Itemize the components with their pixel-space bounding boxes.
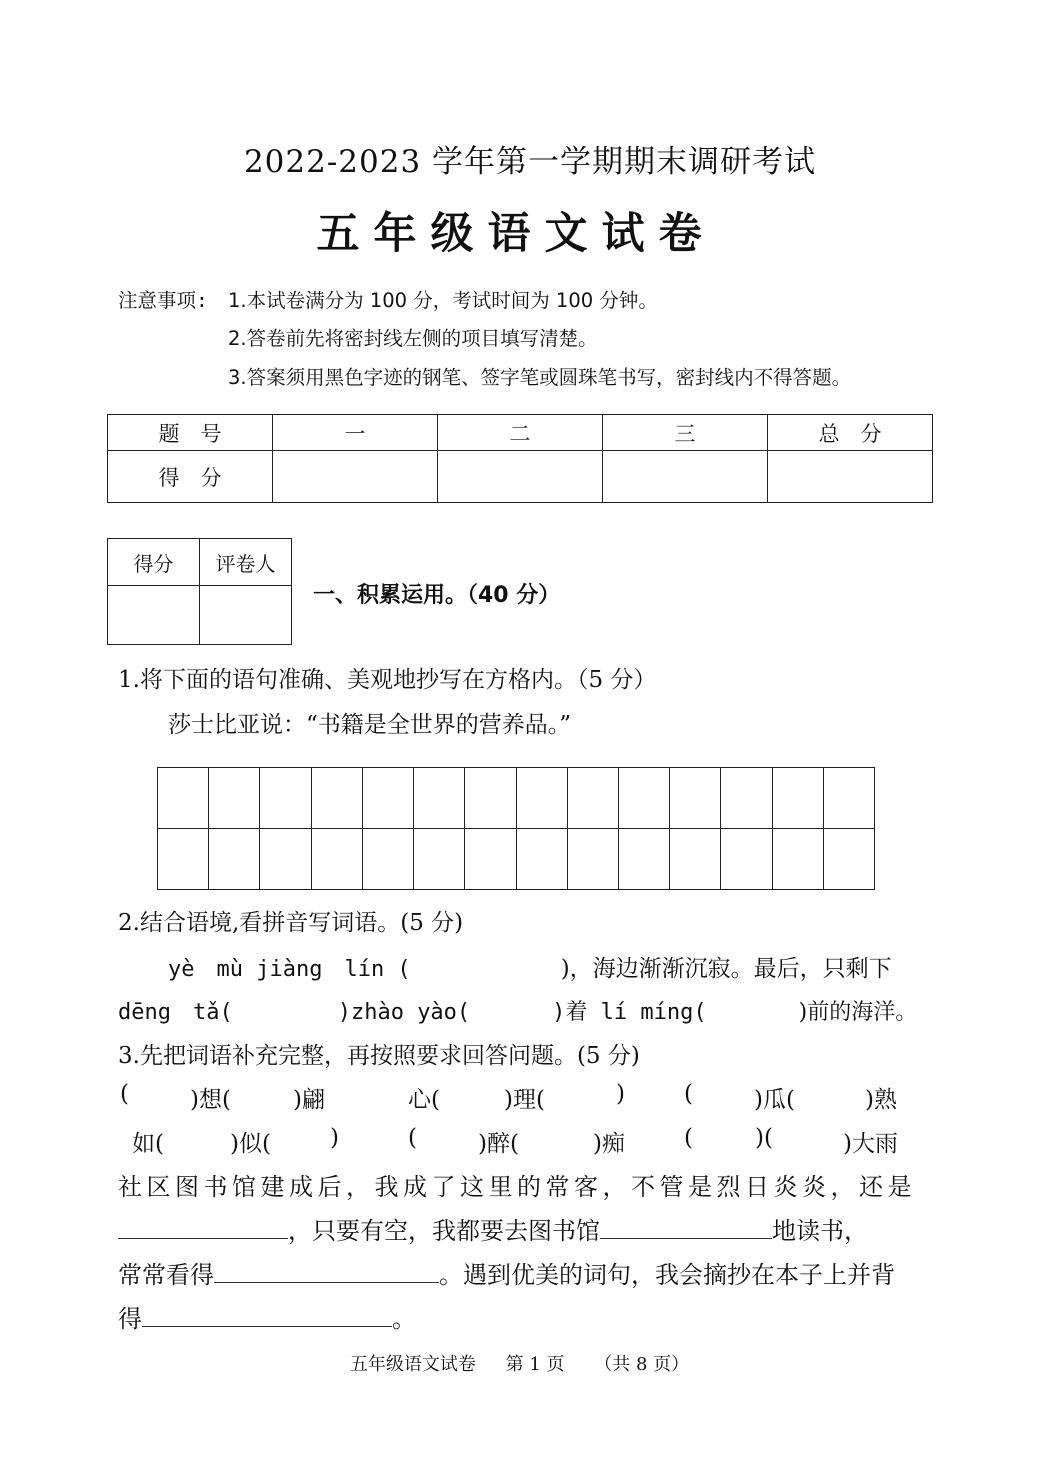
page-footer [0,1350,1039,1376]
grid-cell[interactable] [773,829,824,890]
grid-cell[interactable] [773,768,824,829]
idiom-row1-part: ( [120,1081,129,1107]
pinyin-yemu-jianglin: yè mù jiàng lín ( [168,957,411,982]
grid-cell[interactable] [721,768,772,829]
section-1-title: 一、积累运用。（40 分） [313,583,561,608]
grader-name-label: 评卷人 [200,539,292,586]
notice-label: 注意事项: [118,289,208,312]
grid-cell[interactable] [670,829,721,890]
grid-cell[interactable] [465,829,516,890]
grader-name-cell[interactable] [200,586,292,645]
grid-cell[interactable] [209,768,260,829]
question-3-line-2-text: ，只要有空，我都要去图书馆 [288,1217,600,1245]
footer-page-number: 第 1 页 [505,1354,565,1375]
score-table-col-2: 二 [438,415,603,451]
grid-cell[interactable] [824,768,875,829]
score-cell-total[interactable] [768,451,933,503]
grid-cell[interactable] [721,829,772,890]
idiom-row1-part: ( [684,1081,693,1107]
idiom-row1-part: ) [616,1081,625,1107]
idiom-row2-part: )( [755,1125,773,1151]
question-3-line-3-text: 。遇到优美的词句，我会摘抄在本子上并背 [439,1261,895,1289]
notice-item-1: 1.本试卷满分为 100 分，考试时间为 100 分钟。 [228,289,658,312]
pinyin-dengta: dēng tǎ( [118,1000,233,1025]
question-3-line-2-tail: 地读书， [772,1217,868,1245]
copy-writing-grid[interactable] [157,767,875,890]
idiom-row1-part: )翩 [293,1087,325,1113]
question-3-prompt: 3.先把词语补充完整，再按照要求回答问题。(5 分) [118,1043,640,1069]
grid-cell[interactable] [568,768,619,829]
grid-cell[interactable] [670,768,721,829]
idiom-row2-part: ) [330,1125,339,1151]
question-3-paragraph-line-1: 社区图书馆建成后，我成了这里的常客，不管是烈日炎炎，还是 [118,1173,916,1201]
question-3-line-4-head: 得 [118,1305,142,1333]
notice-item-3: 3.答案须用黑色字迹的钢笔、签字笔或圆珠笔书写，密封线内不得答题。 [228,366,852,389]
grid-cell[interactable] [517,829,568,890]
score-table [107,414,933,503]
question-3-paragraph-line-4 [118,1299,416,1334]
answer-underline[interactable] [600,1212,772,1239]
idiom-row2-part: 如( [132,1131,164,1157]
question-1-quote: 莎士比亚说：“书籍是全世界的营养品。” [168,712,572,738]
idiom-row1-part: )瓜( [754,1087,795,1113]
grid-cell[interactable] [158,829,209,890]
score-table-col-1: 一 [273,415,438,451]
score-table-col-total: 总 分 [768,415,933,451]
answer-underline[interactable] [214,1256,439,1283]
idiom-row1-part: 心( [408,1087,440,1113]
question-3-paragraph-line-3 [118,1255,895,1290]
grid-cell[interactable] [363,829,414,890]
score-table-header-label: 题 号 [108,415,273,451]
grid-cell[interactable] [619,829,670,890]
question-2-line-2 [118,995,917,1026]
score-table-col-3: 三 [603,415,768,451]
grid-cell[interactable] [465,768,516,829]
grid-cell[interactable] [568,829,619,890]
grid-cell[interactable] [260,768,311,829]
answer-underline[interactable] [142,1300,392,1327]
grid-cell[interactable] [824,829,875,890]
grader-box [107,538,292,645]
question-2-line-1-text: )，海边渐渐沉寂。最后，只剩下 [560,956,892,982]
grid-cell[interactable] [312,768,363,829]
question-3-paragraph-line-2 [118,1211,868,1246]
exam-title: 五年级语文试卷 [316,209,716,259]
idiom-row2-part: )大雨 [843,1131,898,1157]
idiom-row2-part: ( [684,1125,693,1151]
question-3-line-3-head: 常常看得 [118,1261,214,1289]
pinyin-zhaoyao: )zhào yào( [337,1000,471,1025]
idiom-row1-part: )理( [504,1087,545,1113]
score-cell-2[interactable] [438,451,603,503]
grader-score-label: 得分 [108,539,200,586]
grid-cell[interactable] [414,768,465,829]
score-table-score-label: 得 分 [108,451,273,503]
question-3-line-4-tail: 。 [392,1305,416,1333]
grid-cell[interactable] [619,768,670,829]
question-2-prompt: 2.结合语境,看拼音写词语。(5 分) [118,910,464,936]
score-cell-3[interactable] [603,451,768,503]
idiom-row2-part: )痴 [593,1131,625,1157]
question-1-prompt: 1.将下面的语句准确、美观地抄写在方格内。（5 分） [118,667,657,693]
grid-cell[interactable] [414,829,465,890]
idiom-row1-part: )熟 [865,1087,897,1113]
idiom-row2-part: )醉( [478,1131,519,1157]
grid-cell[interactable] [260,829,311,890]
grid-cell[interactable] [363,768,414,829]
idiom-row2-part: ( [408,1125,417,1151]
score-cell-1[interactable] [273,451,438,503]
grid-cell[interactable] [158,768,209,829]
grader-score-cell[interactable] [108,586,200,645]
footer-paper-name: 五年级语文试卷 [349,1354,476,1375]
pinyin-liming: )着 lí míng( [552,1000,707,1025]
idiom-row1-part: )想( [190,1087,231,1113]
answer-underline[interactable] [118,1212,288,1239]
notice-item-2: 2.答卷前先将密封线左侧的项目填写清楚。 [228,327,598,350]
question-2-line-2-text: )前的海洋。 [798,1000,918,1025]
question-2-line-1 [168,950,892,983]
footer-total-pages: （共 8 页） [594,1354,690,1375]
grid-cell[interactable] [517,768,568,829]
idiom-row2-part: )似( [230,1131,271,1157]
exam-subtitle: 2022-2023 学年第一学期期末调研考试 [243,144,817,180]
grid-cell[interactable] [312,829,363,890]
grid-cell[interactable] [209,829,260,890]
